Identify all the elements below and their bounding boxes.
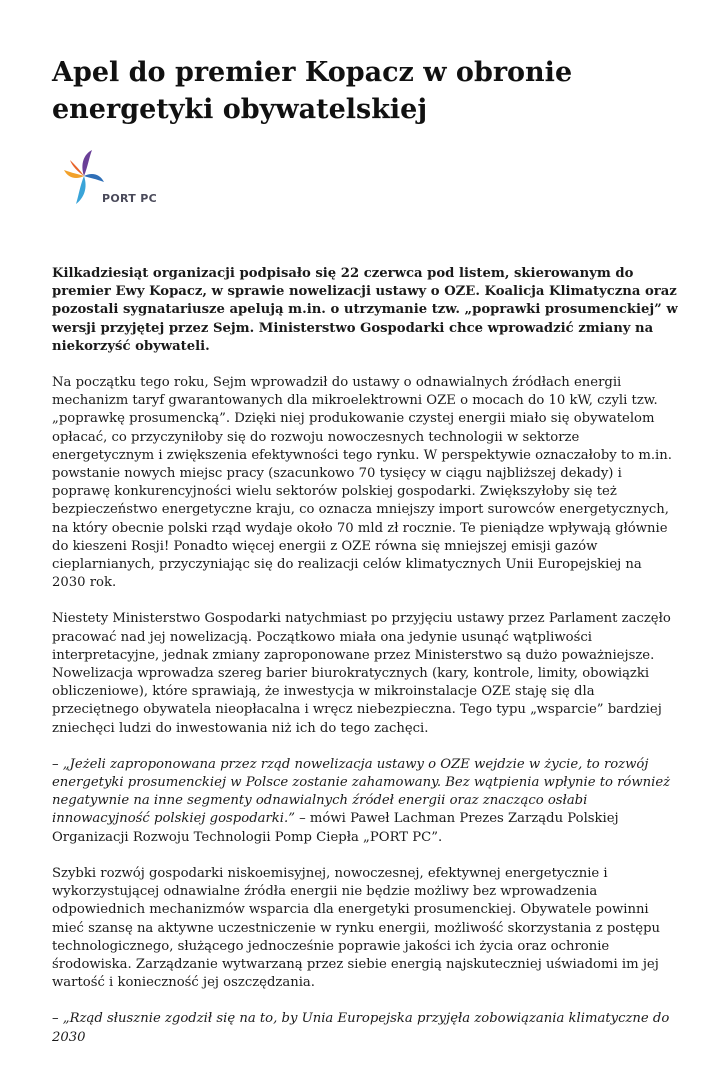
- quote-italic-2: – „Rząd słusznie zgodził się na to, by Unia Europejska przyjęła zobowiązania klimatyczne do 2030: [52, 1011, 670, 1045]
- quote-paragraph-2: [52, 1010, 678, 1046]
- quote-italic-1: – „Jeżeli zaproponowana przez rząd nowelizacja ustawy o OZE wejdzie w życie, to rozwój energetyki prosumenckiej w Polsce zostanie zahamowany. Bez wątpienia wpłynie to również negatywnie na inne segmenty odnawialnych źródeł energii oraz znacząco osłabi innowacyjność polskiej gospodarki.”: [52, 756, 671, 827]
- pinwheel-logo-icon: [62, 146, 106, 212]
- article-title: Apel do premier Kopacz w obronie energetyki obywatelskiej: [52, 57, 573, 125]
- paragraph-2: Niestety Ministerstwo Gospodarki natychmiast po przyjęciu ustawy przez Parlament zaczęło pracować nad jej nowelizacją. Początkowo miała ona jedynie usunąć wątpliwości interpretacyjne, jednak zmiany zaproponowane przez Ministerstwo są dużo poważniejsze. Nowelizacja wprowadza szereg barier biurokratycznych (kary, kontrole, limity, obowiązki obliczeniowe), które sprawiają, że inwestycja w mikroinstalacje OZE staję się dla przeciętnego obywatela nieopłacalna i wręcz niebezpieczna. Tego typu „wsparcie” bardziej zniechęci ludzi do inwestowania niż ich do tego zachęci.: [52, 611, 671, 736]
- quote-attribution-1: – mówi Paweł Lachman Prezes Zarządu Polskiej Organizacji Rozwoju Technologii Pomp Ciepła „PORT PC”.: [52, 811, 619, 845]
- logo-text: PORT PC: [102, 192, 157, 205]
- paragraph-1: Na początku tego roku, Sejm wprowadził do ustawy o odnawialnych źródłach energii mechanizm taryf gwarantowanych dla mikroelektrowni OZE o mocach do 10 kW, czyli tzw. „poprawkę prosumencką”. Dzięki niej produkowanie czystej energii miało się obywatelom opłacać, co przyczyniłoby się do rozwoju nowoczesnych technologii w sektorze energetycznym i zwiększenia efektywności tego rynku. W perspektywie oznaczałoby to m.in. powstanie nowych miejsc pracy (szacunkowo 70 tysięcy w ciągu najbliższej dekady) i poprawę konkurencyjności wielu sektorów polskiej gospodarki. Zwiększyłoby się też bezpieczeństwo energetyczne kraju, co oznacza mniejszy import surowców energetycznych, na który obecnie polski rząd wydaje około 70 mld zł rocznie. Te pieniądze wpływają głównie do kieszeni Rosji! Ponadto więcej energii z OZE równa się mniejszej emisji gazów cieplarnianych, przyczyniając się do realizacji celów klimatycznych Unii Europejskiej na 2030 rok.: [52, 375, 672, 591]
- port-pc-logo: [62, 146, 162, 236]
- article-body: [52, 265, 678, 1065]
- quote-paragraph-1: [52, 756, 678, 847]
- paragraph-3: Szybki rozwój gospodarki niskoemisyjnej, nowoczesnej, efektywnej energetycznie i wykorzystującej odnawialne źródła energii nie będzie możliwy bez wprowadzenia odpowiednich mechanizmów wsparcia dla energetyki prosumenckiej. Obywatele powinni mieć szansę na aktywne uczestniczenie w rynku energii, możliwość skorzystania z postępu technologicznego, służącego jednocześnie poprawie jakości ich życia oraz ochronie środowiska. Zarządzanie wytwarzaną przez siebie energią najskuteczniej uświadomi im jej wartość i konieczność jej oszczędzania.: [52, 865, 661, 991]
- lead-paragraph: Kilkadziesiąt organizacji podpisało się 22 czerwca pod listem, skierowanym do premier Ewy Kopacz, w sprawie nowelizacji ustawy o OZE. Koalicja Klimatyczna oraz pozostali sygnatariusze apelują m.in. o utrzymanie tzw. „poprawki prosumenckiej” w wersji przyjętej przez Sejm. Ministerstwo Gospodarki chce wprowadzić zmiany na niekorzyść obywateli.: [52, 266, 678, 354]
